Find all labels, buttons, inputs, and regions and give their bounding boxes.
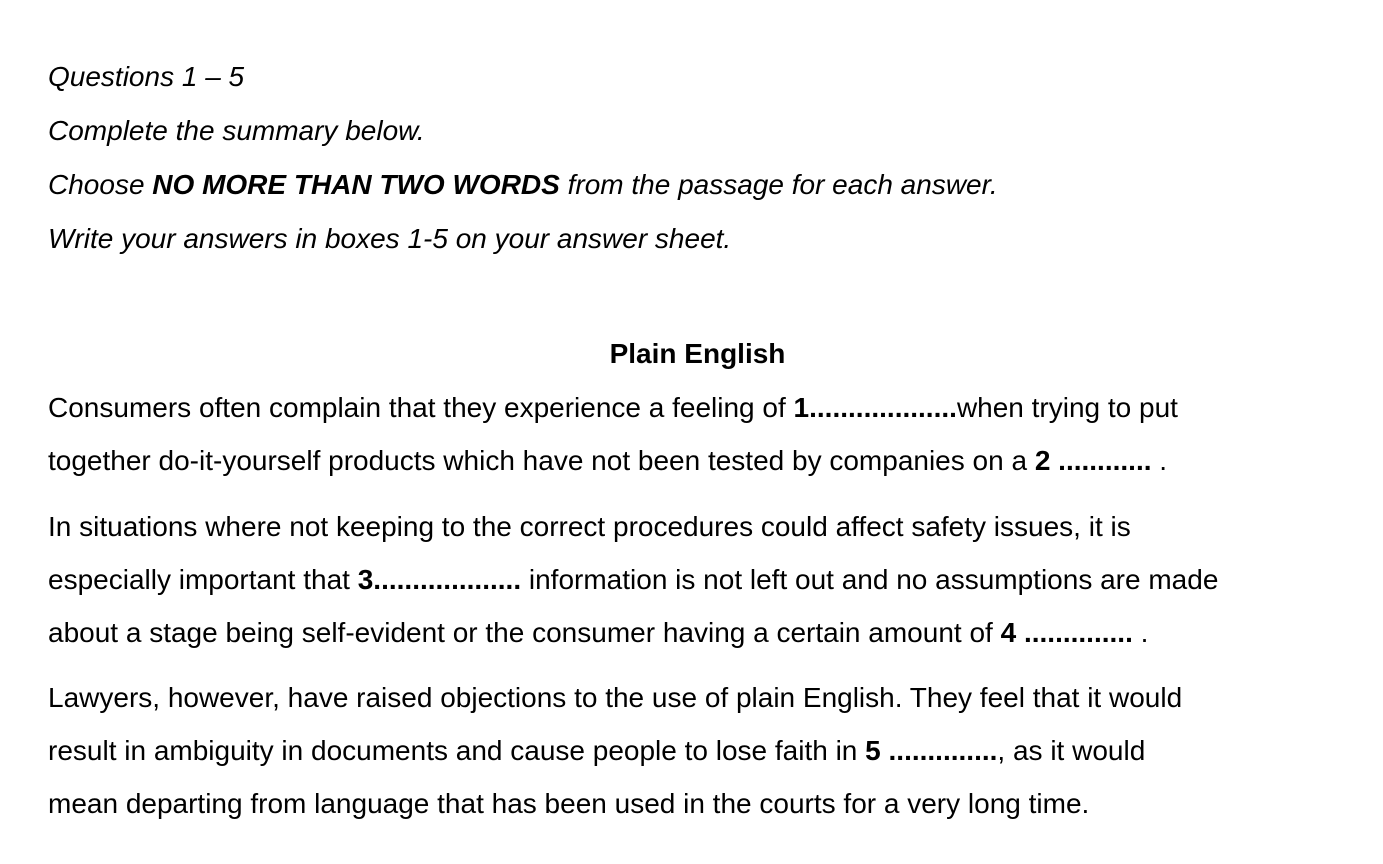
questions-heading: Questions 1 – 5 bbox=[48, 61, 245, 92]
summary-title: Plain English bbox=[609, 338, 786, 369]
text-run: result in ambiguity in documents and cause people to lose faith in bbox=[48, 735, 866, 766]
instruction-write: Write your answers in boxes 1-5 on your answer sheet. bbox=[48, 223, 732, 254]
text-run: information is not left out and no assumptions are made bbox=[521, 564, 1219, 595]
paragraph-1-line-1 bbox=[48, 381, 1178, 434]
text-run: , as it would bbox=[997, 735, 1146, 766]
text-run: especially important that bbox=[48, 564, 358, 595]
paragraph-2-line-2 bbox=[48, 553, 1218, 606]
text-run: when trying to put bbox=[956, 392, 1178, 423]
text-run: together do-it-yourself products which have not been tested by companies on a bbox=[48, 445, 1035, 476]
summary-paragraph-2 bbox=[48, 500, 1218, 659]
instruction-complete: Complete the summary below. bbox=[48, 115, 425, 146]
paragraph-1-line-2 bbox=[48, 434, 1178, 487]
paragraph-3-line-2 bbox=[48, 724, 1182, 777]
text-run: . bbox=[1132, 617, 1149, 648]
paragraph-2-line-3 bbox=[48, 606, 1218, 659]
answer-gap-2: 2 ............ bbox=[1034, 445, 1152, 476]
summary-paragraph-1 bbox=[48, 381, 1178, 487]
instructions-block bbox=[48, 50, 998, 266]
answer-gap-1: 1................... bbox=[793, 392, 957, 423]
instruction-choose bbox=[48, 158, 998, 212]
answer-gap-5: 5 .............. bbox=[865, 735, 998, 766]
answer-gap-3: 3................... bbox=[357, 564, 522, 595]
instruction-choose-after: from the passage for each answer. bbox=[559, 169, 998, 200]
answer-gap-4: 4 .............. bbox=[1000, 617, 1133, 648]
text-run: . bbox=[1151, 445, 1168, 476]
paragraph-2-line-1: In situations where not keeping to the correct procedures could affect safety issues, it is bbox=[48, 511, 1131, 542]
summary-paragraph-3 bbox=[48, 671, 1182, 830]
text-run: Consumers often complain that they experience a feeling of bbox=[48, 392, 794, 423]
text-run: about a stage being self-evident or the consumer having a certain amount of bbox=[48, 617, 1001, 648]
paragraph-3-line-1: Lawyers, however, have raised objections to the use of plain English. They feel that it would bbox=[48, 682, 1183, 713]
instruction-choose-before: Choose bbox=[48, 169, 153, 200]
word-limit-emphasis: NO MORE THAN TWO WORDS bbox=[152, 169, 560, 200]
paragraph-3-line-3: mean departing from language that has been used in the courts for a very long time. bbox=[48, 788, 1090, 819]
